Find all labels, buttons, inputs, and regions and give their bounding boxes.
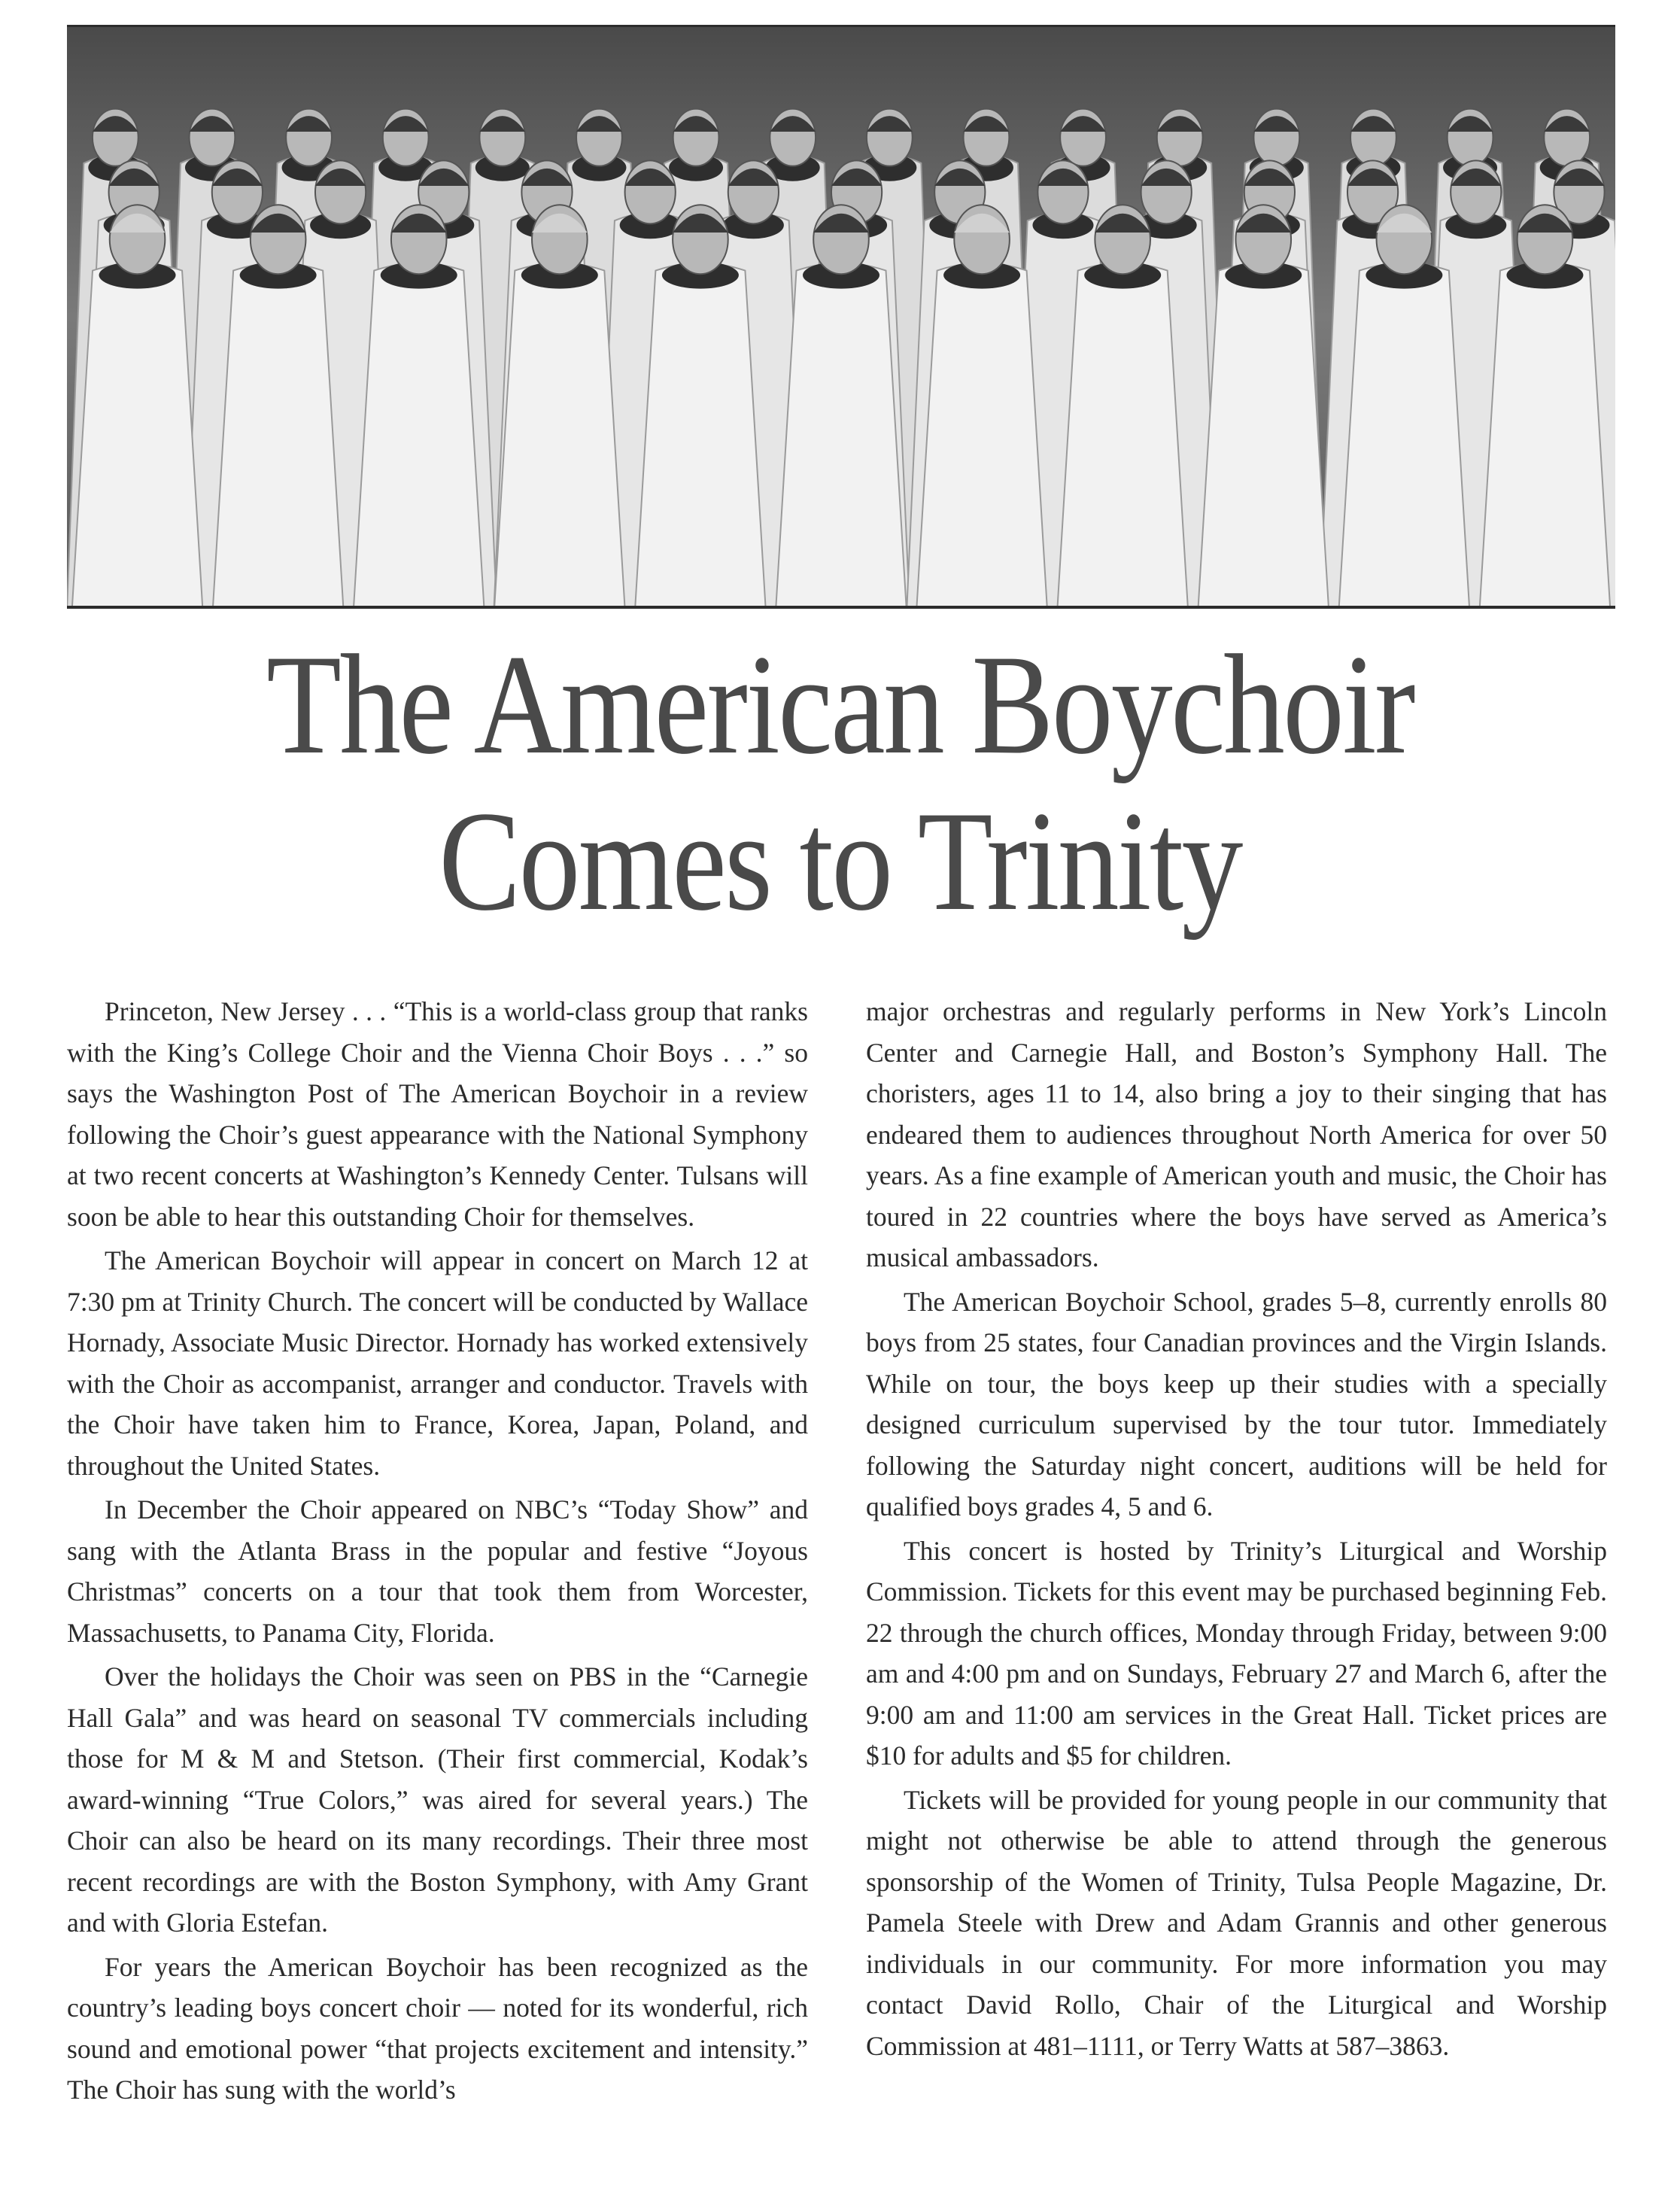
- article-paragraph: major orchestras and regularly performs in New York’s Lincoln Center and Carnegie Hall, and Boston’s Symphony Hall. The choristers, ages 11 to 14, also bring a joy to their singing that has endeared them to audiences throughout North America for over 50 years. As a fine example of American youth and music, the Choir has toured in 22 countries where the boys have served as America’s musical ambassadors.: [866, 996, 1607, 1272]
- article-right-column: [866, 991, 1607, 2069]
- choir-photo-illustration: [67, 27, 1615, 606]
- article-paragraph: Over the holidays the Choir was seen on PBS in the “Carnegie Hall Gala” and was heard on seasonal TV commercials including those for M & M and Stetson. (Their first commercial, Kodak’s award-winning “True Colors,” was aired for several years.) The Choir can also be heard on its many recordings. Their three most recent recordings are with the Boston Symphony, with Amy Grant and with Gloria Estefan.: [67, 1661, 808, 1938]
- article-paragraph: The American Boychoir School, grades 5–8, currently enrolls 80 boys from 25 states, four Canadian provinces and the Virgin Islands. While on tour, the boys keep up their studies with a specially designed curriculum supervised by the tour tutor. Immediately following the Saturday night concert, auditions will be held for qualified boys grades 4, 5 and 6.: [866, 1286, 1607, 1521]
- headline-line-2: Comes to Trinity: [439, 783, 1241, 941]
- article-left-column: [67, 991, 808, 2114]
- choir-photo: [67, 25, 1615, 609]
- article-paragraph: In December the Choir appeared on NBC’s “Today Show” and sang with the Atlanta Brass in the popular and festive “Joyous Christmas” concerts on a tour that took them from Worcester, Massachusetts, to Panama City, Florida.: [67, 1494, 808, 1648]
- article-paragraph: Tickets will be provided for young people in our community that might not otherwise be able to attend through the generous sponsorship of the Women of Trinity, Tulsa People Magazine, Dr. Pamela Steele with Drew and Adam Grannis and other generous individuals in our community. For more information you may contact David Rollo, Chair of the Liturgical and Worship Commission at 481–1111, or Terry Watts at 587–3863.: [866, 1784, 1607, 2061]
- article-paragraph: For years the American Boychoir has been recognized as the country’s leading boys concert choir — noted for its wonderful, rich sound and emotional power “that projects excitement and intensity.” The Choir has sung with the world’s: [67, 1951, 808, 2105]
- article-paragraph: Princeton, New Jersey . . . “This is a world-class group that ranks with the King’s College Choir and the Vienna Choir Boys . . .” so says the Washington Post of The American Boychoir in a review following the Choir’s guest appearance with the National Symphony at two recent concerts at Washington’s Kennedy Center. Tulsans will soon be able to hear this outstanding Choir for themselves.: [67, 996, 808, 1232]
- article-paragraph: The American Boychoir will appear in concert on March 12 at 7:30 pm at Trinity Church. The concert will be conducted by Wallace Hornady, Associate Music Director. Hornady has worked extensively with the Choir as accompanist, arranger and conductor. Travels with the Choir have taken him to France, Korea, Japan, Poland, and throughout the United States.: [67, 1245, 808, 1481]
- headline-line-1: The American Boychoir: [266, 626, 1414, 784]
- article-paragraph: This concert is hosted by Trinity’s Liturgical and Worship Commission. Tickets for this event may be purchased beginning Feb. 22 through the church offices, Monday through Friday, between 9:00 am and 4:00 pm and on Sundays, February 27 and March 6, after the 9:00 am and 11:00 am services in the Great Hall. Ticket prices are $10 for adults and $5 for children.: [866, 1535, 1607, 1771]
